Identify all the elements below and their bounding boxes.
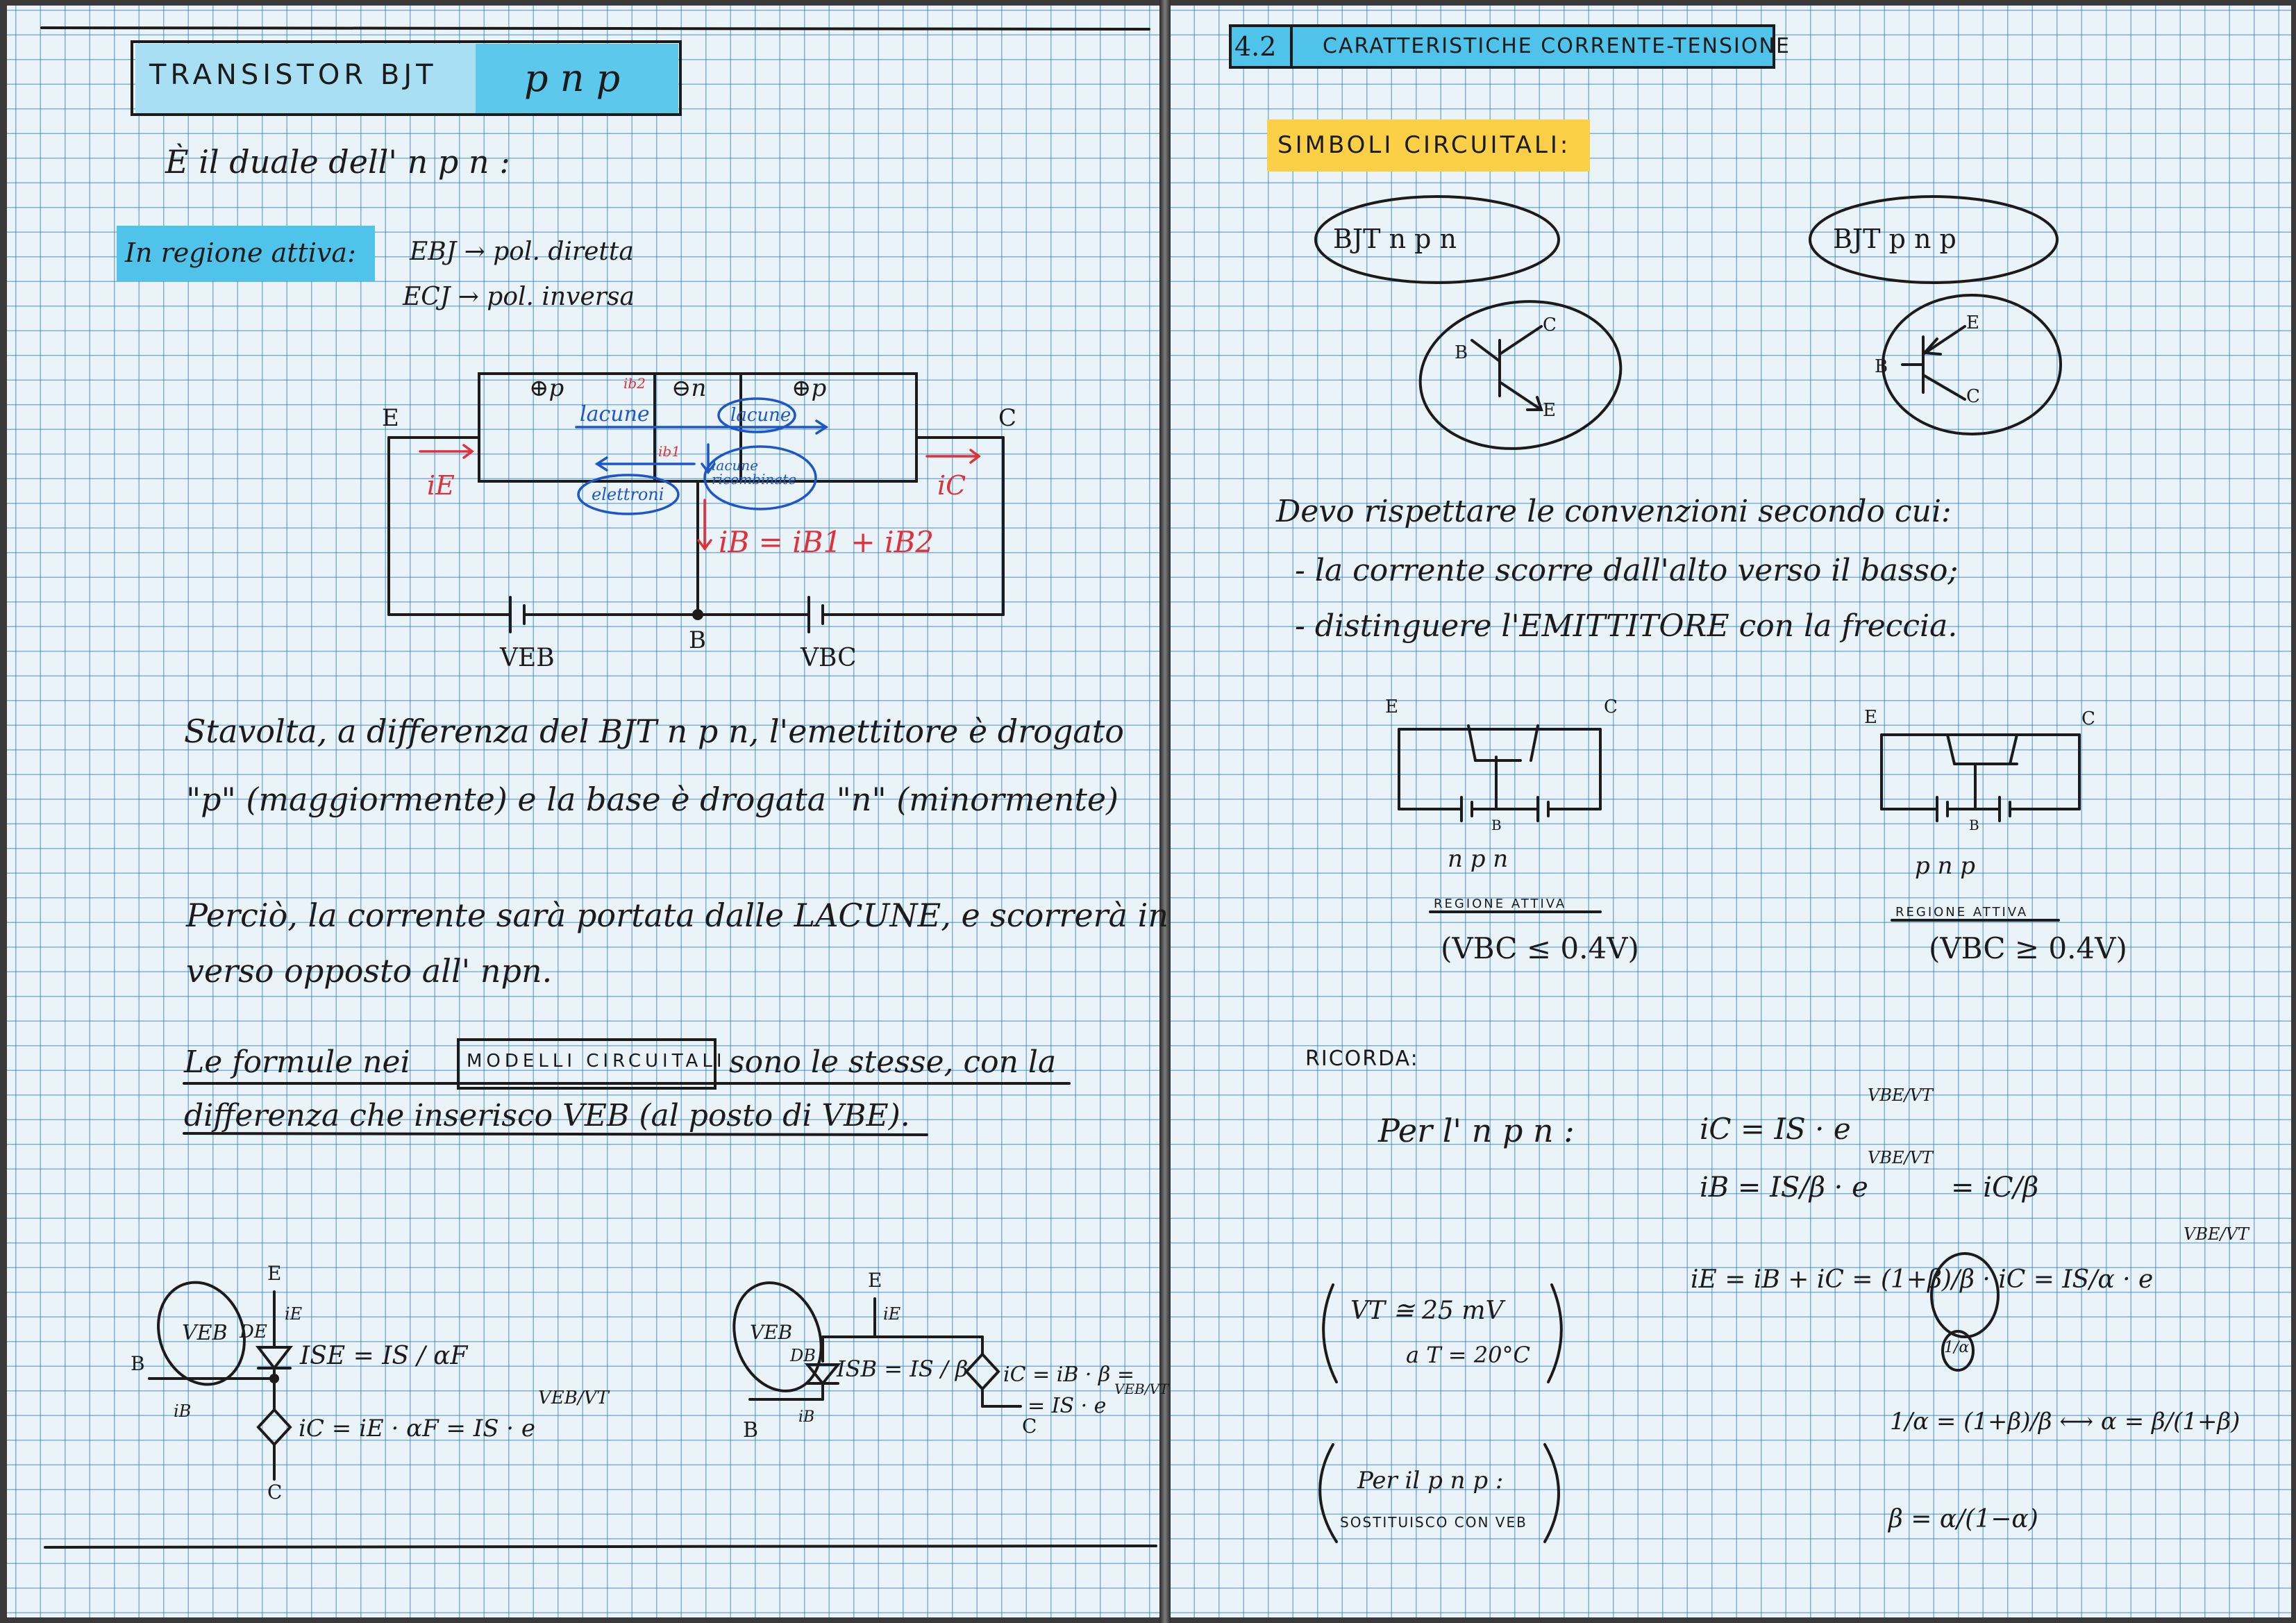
intro-line: È il duale dell' n p n : (165, 143, 510, 181)
pnp-circuit-condition: (VBC ≥ 0.4V) (1929, 931, 2127, 965)
ib2-label: ib2 (623, 375, 646, 392)
model1-ic-formula: iC = iE · αF = IS · e (299, 1415, 536, 1442)
eq-beta: β = α/(1−α) (1888, 1505, 2038, 1533)
pnp-note-line1: Per il p n p : (1357, 1467, 1504, 1495)
para1-line2: "p" (maggiormente) e la base è drogata "n" (minormente) (186, 781, 1118, 818)
bottom-rule (45, 1546, 1156, 1547)
pnp-circuit-collector: C (2081, 708, 2095, 729)
convention-line1: Devo rispettare le convenzioni secondo cui: (1276, 494, 1952, 529)
title-type: p n p (524, 56, 621, 100)
vt-line: VT ≅ 25 mV (1350, 1297, 1504, 1325)
holes-label-2: lacune (730, 405, 791, 426)
model2-veb: VEB (750, 1321, 793, 1344)
para3-models-label: MODELLI CIRCUITALI (467, 1051, 726, 1072)
para3-line2: differenza che inserisco VEB (al posto di VBE). (184, 1098, 910, 1133)
region-p-emitter: ⊕p (529, 374, 564, 402)
pnp-circuit-base: B (1969, 817, 1979, 833)
eq-ib-exponent: VBE/VT (1868, 1148, 1933, 1167)
electrons-label: elettroni (592, 485, 664, 504)
model2-emitter: E (868, 1269, 882, 1292)
convention-line3: - distinguere l'EMITTITORE con la freccia. (1295, 608, 1958, 644)
symbols-title: SIMBOLI CIRCUITALI: (1277, 131, 1571, 159)
pnp-symbol-collector: C (1966, 386, 1980, 407)
npn-circuit-name: n p n (1448, 845, 1509, 873)
eq-ib-ratio: = iC/β (1951, 1172, 2039, 1204)
section-number: 4.2 (1234, 31, 1277, 62)
pnp-circuit-emitter: E (1864, 707, 1877, 728)
pnp-symbol-label: BJT p n p (1833, 224, 1956, 254)
model2-base: B (743, 1418, 759, 1442)
model1-exponent: VEB/VT (538, 1388, 609, 1408)
vbc-source-label: VBC (801, 644, 857, 672)
vt-temperature: a T = 20°C (1406, 1342, 1530, 1368)
model2-collector: C (1022, 1415, 1037, 1438)
model1-ise-formula: ISE = IS / αF (300, 1342, 468, 1370)
npn-circuit-collector: C (1604, 697, 1618, 717)
region-p-collector: ⊕p (791, 374, 827, 402)
model1-veb: VEB (182, 1321, 228, 1345)
model2-isb-formula: ISB = IS / β (837, 1356, 969, 1382)
ib-equation: iB = iB1 + iB2 (719, 525, 935, 559)
ib1-label: ib1 (658, 443, 680, 460)
npn-circuit-base: B (1491, 817, 1502, 833)
npn-circuit-condition: (VBC ≤ 0.4V) (1441, 931, 1639, 965)
ricorda-label: RICORDA: (1305, 1047, 1419, 1071)
recombined-holes-label: lacune ricombinate (712, 457, 797, 488)
section-title: CARATTERISTICHE CORRENTE-TENSIONE (1323, 34, 1791, 58)
page-title: TRANSISTOR BJT (149, 59, 437, 91)
npn-symbol-collector: C (1543, 315, 1557, 335)
eq-alpha-beta-relation: 1/α = (1+β)/β ⟷ α = β/(1+β) (1890, 1408, 2240, 1435)
model2-exponent: VEB/VT (1114, 1381, 1169, 1397)
eq-ie: iE = iB + iC = (1+β)/β · iC = IS/α · e (1691, 1265, 2154, 1294)
per-npn-label: Per l' n p n : (1378, 1112, 1575, 1149)
pnp-symbol-emitter: E (1966, 313, 1979, 333)
model1-emitter: E (267, 1262, 282, 1285)
model1-de: DE (240, 1322, 267, 1342)
npn-circuit-emitter: E (1385, 697, 1398, 717)
ecj-line: ECJ → pol. inversa (403, 283, 635, 311)
eq-ie-exponent: VBE/VT (2184, 1224, 2249, 1244)
pnp-circuit-name: p n p (1915, 852, 1976, 880)
pnp-circuit-region: REGIONE ATTIVA (1895, 905, 2029, 919)
collector-label: C (998, 404, 1017, 432)
model2-db: DB (790, 1346, 816, 1365)
model1-base: B (131, 1352, 145, 1375)
model2-ib: iB (798, 1408, 815, 1426)
eq-ic-exponent: VBE/VT (1868, 1085, 1933, 1105)
para1-line1: Stavolta, a differenza del BJT n p n, l'emettitore è drogato (184, 713, 1124, 750)
emitter-label: E (382, 404, 399, 432)
model1-ib: iB (174, 1401, 192, 1421)
ie-label: iE (427, 470, 455, 501)
model2-ie: iE (883, 1304, 901, 1324)
npn-symbol-label: BJT n p n (1333, 224, 1457, 254)
model1-collector: C (267, 1481, 283, 1504)
model2-ic-formula-2: = IS · e (1028, 1394, 1107, 1418)
region-n-base: ⊖n (671, 374, 707, 402)
convention-line2: - la corrente scorre dall'alto verso il basso; (1295, 553, 1959, 588)
eq-ic: iC = IS · e (1700, 1112, 1851, 1146)
eq-inverse-alpha: 1/α (1944, 1339, 1970, 1356)
para3-line1-c: sono le stesse, con la (729, 1044, 1057, 1080)
pnp-symbol-base: B (1875, 356, 1888, 377)
top-rule (42, 28, 1149, 29)
model1-ie: iE (285, 1304, 303, 1324)
veb-source-label: VEB (500, 644, 555, 672)
npn-symbol-base: B (1455, 342, 1468, 363)
eq-ib: iB = IS/β · e (1700, 1172, 1868, 1204)
ic-label: iC (937, 470, 966, 501)
base-label: B (689, 626, 706, 654)
ebj-line: EBJ → pol. diretta (410, 238, 634, 266)
model2-ic-formula: iC = iB · β = (1003, 1363, 1135, 1387)
npn-circuit-region: REGIONE ATTIVA (1434, 897, 1567, 911)
para2-line2: verso opposto all' npn. (186, 952, 553, 990)
active-region-label: In regione attiva: (125, 238, 356, 268)
pnp-note-line2: SOSTITUISCO CON VEB (1340, 1514, 1527, 1531)
npn-symbol-emitter: E (1543, 400, 1556, 421)
para3-line1-a: Le formule nei (184, 1044, 410, 1080)
para2-line1: Perciò, la corrente sarà portata dalle LACUNE, e scorrerà in (186, 897, 1168, 934)
holes-label-1: lacune (580, 402, 650, 426)
